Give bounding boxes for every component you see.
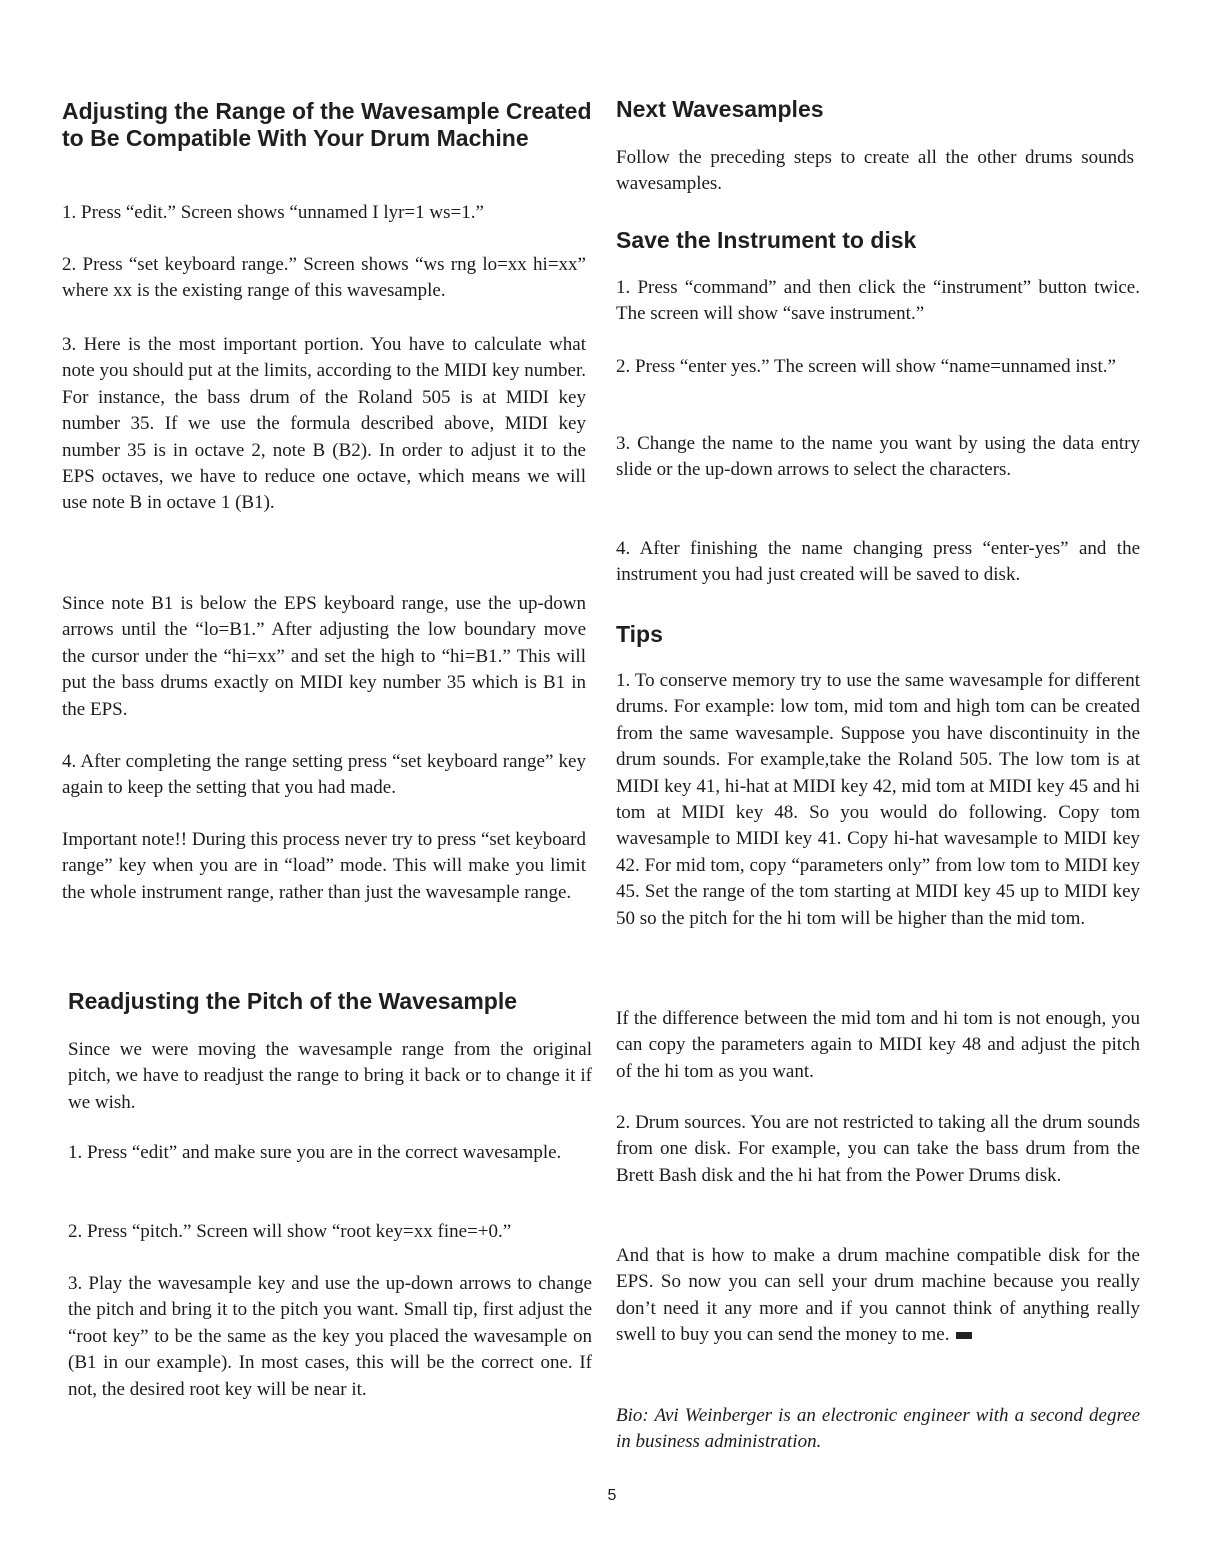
paragraph: 4. After finishing the name changing press “enter-yes” and the instrument you had just created will be saved to disk. <box>616 538 1140 586</box>
paragraph: Since note B1 is below the EPS keyboard range, use the up-down arrows until the “lo=B1.” After adjusting the low boundary move the cursor under the “hi=xx” and set the high to “hi=B1.” This will put the bass drums exactly on MIDI key number 35 which is B1 in the EPS. <box>62 593 586 720</box>
section-heading-save-instrument: Save the Instrument to disk <box>616 227 917 253</box>
closing-paragraph-text: And that is how to make a drum machine compatible disk for the EPS. So now you can sell your drum machine because you really don’t need it any more and if you cannot think of anything really swell to buy you can send the money to me. <box>616 1245 1140 1346</box>
section-heading-tips: Tips <box>616 621 663 647</box>
author-bio: Bio: Avi Weinberger is an electronic engineer with a second degree in business administration. <box>616 1405 1140 1453</box>
paragraph: 3. Change the name to the name you want by using the data entry slide or the up-down arrows to select the characters. <box>616 433 1140 481</box>
paragraph: 3. Play the wavesample key and use the up-down arrows to change the pitch and bring it to the pitch you want. Small tip, first adjust the “root key” to be the same as the key you placed the wavesample on (B1 in our example). In most cases, this will be the correct one. If not, the desired root key will be near it. <box>68 1273 592 1400</box>
paragraph: Since we were moving the wavesample range from the original pitch, we have to readjust the range to bring it back or to change it if we wish. <box>68 1039 592 1113</box>
paragraph: 2. Press “pitch.” Screen will show “root key=xx fine=+0.” <box>68 1221 512 1242</box>
paragraph: 1. Press “edit” and make sure you are in the correct wavesample. <box>68 1142 562 1163</box>
page-number: 5 <box>607 1487 617 1504</box>
section-heading-adjusting-range: Adjusting the Range of the Wavesample Created to Be Compatible With Your Drum Machine <box>62 98 592 151</box>
end-mark-icon <box>956 1332 972 1339</box>
paragraph <box>616 1243 1140 1349</box>
section-heading-readjusting-pitch: Readjusting the Pitch of the Wavesample <box>68 988 518 1014</box>
paragraph: Follow the preceding steps to create all the other drums sounds wavesamples. <box>616 147 1134 195</box>
paragraph: 1. To conserve memory try to use the same wavesample for different drums. For example: low tom, mid tom and high tom can be created from the same wavesample. Suppose you have discontinuity in the drum sounds. For example,take the Roland 505. The low tom is at MIDI key 41, hi-hat at MIDI key 42, mid tom at MIDI key 45 and hi tom at MIDI key 48. So you would do following. Copy tom wavesample to MIDI key 41. Copy hi-hat wavesample to MIDI key 42. For mid tom, copy “parameters only” from low tom to MIDI key 45. Set the range of the tom starting at MIDI key 45 up to MIDI key 50 so the pitch for the hi tom will be higher than the mid tom. <box>616 670 1140 929</box>
section-heading-next-wavesamples: Next Wavesamples <box>616 96 824 122</box>
paragraph: 4. After completing the range setting press “set keyboard range” key again to keep the setting that you had made. <box>62 751 586 799</box>
paragraph: Important note!! During this process never try to press “set keyboard range” key when you are in “load” mode. This will make you limit the whole instrument range, rather than just the wavesample range. <box>62 829 586 903</box>
paragraph: 1. Press “command” and then click the “instrument” button twice. The screen will show “save instrument.” <box>616 277 1140 325</box>
paragraph: If the difference between the mid tom and hi tom is not enough, you can copy the parameters again to MIDI key 48 and adjust the pitch of the hi tom as you want. <box>616 1008 1140 1082</box>
paragraph: 2. Press “enter yes.” The screen will show “name=unnamed inst.” <box>616 356 1116 377</box>
paragraph: 2. Drum sources. You are not restricted to taking all the drum sounds from one disk. For example, you can take the bass drum from the Brett Bash disk and the hi hat from the Power Drums disk. <box>616 1112 1140 1186</box>
paragraph: 1. Press “edit.” Screen shows “unnamed I lyr=1 ws=1.” <box>62 202 484 223</box>
paragraph: 2. Press “set keyboard range.” Screen shows “ws rng lo=xx hi=xx” where xx is the existing range of this wavesample. <box>62 254 586 302</box>
paragraph: 3. Here is the most important portion. You have to calculate what note you should put at the limits, according to the MIDI key number. For instance, the bass drum of the Roland 505 is at MIDI key number 35. If we use the formula described above, MIDI key number 35 is in octave 2, note B (B2). In order to adjust it to the EPS octaves, we have to reduce one octave, which means we will use note B in octave 1 (B1). <box>62 334 586 514</box>
